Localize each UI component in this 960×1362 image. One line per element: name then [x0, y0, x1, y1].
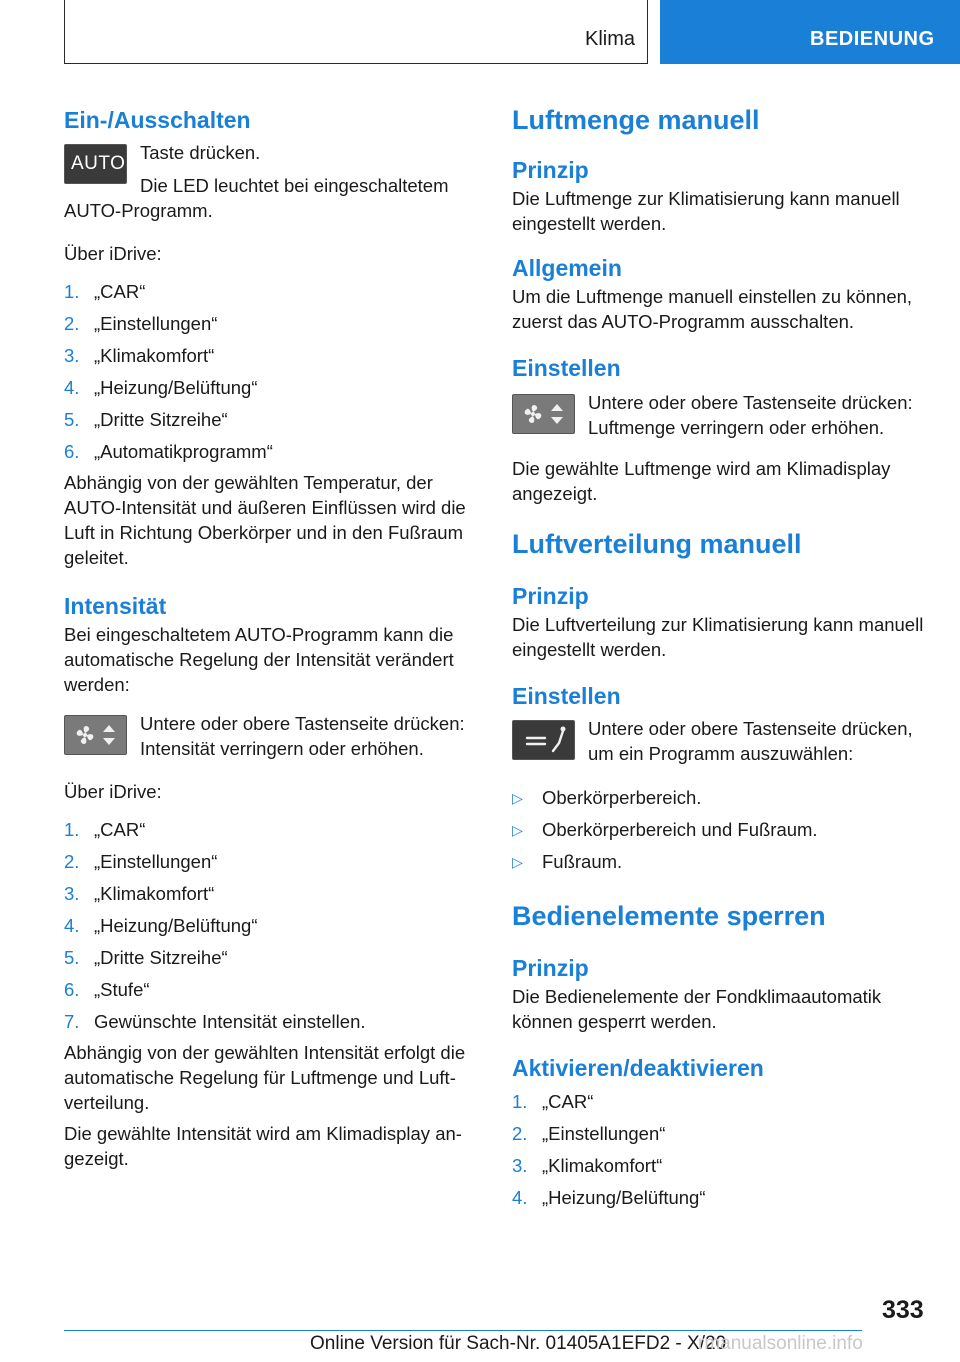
text-led: Die LED leuchtet bei eingeschaltetem [140, 175, 449, 196]
fan-updown-icon [512, 394, 575, 434]
heading-luftmenge-einstellen: Einstellen [512, 355, 621, 381]
list-item: 6. „Automatikprogramm“ [64, 441, 273, 462]
footer-version-text: Online Version für Sach-Nr. 01405A1EFD2 - X/20 [310, 1333, 727, 1354]
list-item: 2. „Einstellungen“ [64, 313, 218, 334]
list-item: 4. „Heizung/Belüftung“ [512, 1187, 706, 1208]
list-item: 4. „Heizung/Belüftung“ [64, 377, 258, 398]
list-item: 7. Gewünschte Intensität einstellen. [64, 1011, 366, 1032]
steps-ein-aus [64, 276, 482, 468]
footer-divider [64, 1330, 862, 1331]
list-item: 1. „CAR“ [512, 1091, 594, 1112]
text-allgemein: Um die Luftmenge manuell einstellen zu können, zuerst das AUTO-Programm ausschalten. [512, 286, 913, 332]
fan-button-row-2 [512, 390, 930, 440]
text-abhaengig-temperatur: Abhängig von der gewählten Temperatur, der AUTO-Intensität und äußeren Einflüssen wird die Luft in Richtung Oberkörper und in den Fußraum geleitet. [64, 472, 466, 568]
text-luftmenge-display: Die gewählte Luftmenge wird am Klimadisplay angezeigt. [512, 458, 891, 504]
bullet-triangle-icon: ▷ [512, 854, 523, 870]
air-distribution-icon [512, 720, 575, 760]
header-section-tab [660, 0, 960, 64]
text-sperren-prinzip: Die Bedienelemente der Fondklimaautomatik können gesperrt werden. [512, 986, 882, 1032]
text-intensitaet-intro: Bei eingeschaltetem AUTO-Programm kann die automatische Regelung der Intensität verändert werden: [64, 624, 454, 695]
header-chapter-box [64, 0, 648, 64]
heading-intensitaet: Intensität [64, 593, 167, 619]
text-auto-programm: AUTO-Programm. [64, 200, 213, 221]
heading-aktivieren: Aktivieren/deaktivieren [512, 1055, 764, 1081]
fan-button-row [64, 711, 482, 761]
auto-icon-label: AUTO [71, 153, 126, 174]
list-item: 2. „Einstellungen“ [64, 851, 218, 872]
header-chapter: Klima [584, 28, 635, 50]
header-section-label: BEDIENUNG [810, 28, 935, 50]
footer-watermark: rmanualsonline.info [698, 1333, 863, 1354]
list-item: ▷ Oberkörperbereich und Fußraum. [512, 814, 930, 846]
bullet-triangle-icon: ▷ [512, 822, 523, 838]
text-intensitaet-icon: Untere oder obere Tastenseite drücken: Intensität verringern oder erhöhen. [140, 713, 465, 759]
list-item: 5. „Dritte Sitzreihe“ [64, 947, 228, 968]
page-number: 333 [882, 1296, 924, 1324]
list-item: ▷ Fußraum. [512, 846, 930, 878]
heading-luftverteilung-prinzip: Prinzip [512, 583, 589, 609]
distribution-button-row [512, 716, 930, 766]
heading-sperren-prinzip: Prinzip [512, 955, 589, 981]
list-item: 4. „Heizung/Belüftung“ [64, 915, 258, 936]
auto-button-row [64, 140, 482, 198]
text-luftmenge-prinzip: Die Luftmenge zur Klimatisierung kann manuell eingestellt werden. [512, 188, 900, 234]
text-luftmenge-icon: Untere oder obere Tastenseite drücken: Luftmenge verringern oder erhöhen. [588, 392, 913, 438]
list-item: ▷ Oberkörperbereich. [512, 782, 930, 814]
heading-luftverteilung: Luftverteilung manuell [512, 529, 802, 559]
steps-sperren [512, 1086, 930, 1214]
list-item: 2. „Einstellungen“ [512, 1123, 666, 1144]
text-luftverteilung-prinzip: Die Luftverteilung zur Klimatisierung kann manuell eingestellt werden. [512, 614, 924, 660]
heading-luftverteilung-einstellen: Einstellen [512, 683, 621, 709]
list-item: 5. „Dritte Sitzreihe“ [64, 409, 228, 430]
right-column [512, 100, 930, 1214]
list-item: 6. „Stufe“ [64, 979, 150, 1000]
left-column [64, 100, 482, 1171]
text-idrive-2: Über iDrive: [64, 781, 162, 802]
list-item: 3. „Klimakomfort“ [64, 883, 215, 904]
text-abhaengig-intensitaet: Abhängig von der gewählten Intensität erfolgt die automatische Regelung für Luftmenge und Luftverteilung. [64, 1042, 466, 1113]
list-item: 3. „Klimakomfort“ [512, 1155, 663, 1176]
text-taste-druecken: Taste drücken. [140, 142, 261, 163]
heading-sperren: Bedienelemente sperren [512, 901, 826, 931]
text-idrive-1: Über iDrive: [64, 243, 162, 264]
list-item: 1. „CAR“ [64, 281, 146, 302]
fan-updown-icon [64, 715, 127, 755]
text-luftverteilung-icon: Untere oder obere Tastenseite drücken, um ein Programm auszuwählen: [588, 718, 913, 764]
text-klimadisplay-intensitaet: Die gewählte Intensität wird am Klimadisplay angezeigt. [64, 1123, 462, 1169]
auto-button-icon [64, 144, 127, 184]
heading-luftmenge-prinzip: Prinzip [512, 157, 589, 183]
heading-allgemein: Allgemein [512, 255, 622, 281]
bullet-triangle-icon: ▷ [512, 790, 523, 806]
heading-ein-aus: Ein-/Ausschalten [64, 107, 251, 133]
list-item: 1. „CAR“ [64, 819, 146, 840]
heading-luftmenge: Luftmenge manuell [512, 105, 760, 135]
bullets-luftverteilung [512, 782, 930, 878]
steps-intensitaet [64, 814, 482, 1038]
list-item: 3. „Klimakomfort“ [64, 345, 215, 366]
